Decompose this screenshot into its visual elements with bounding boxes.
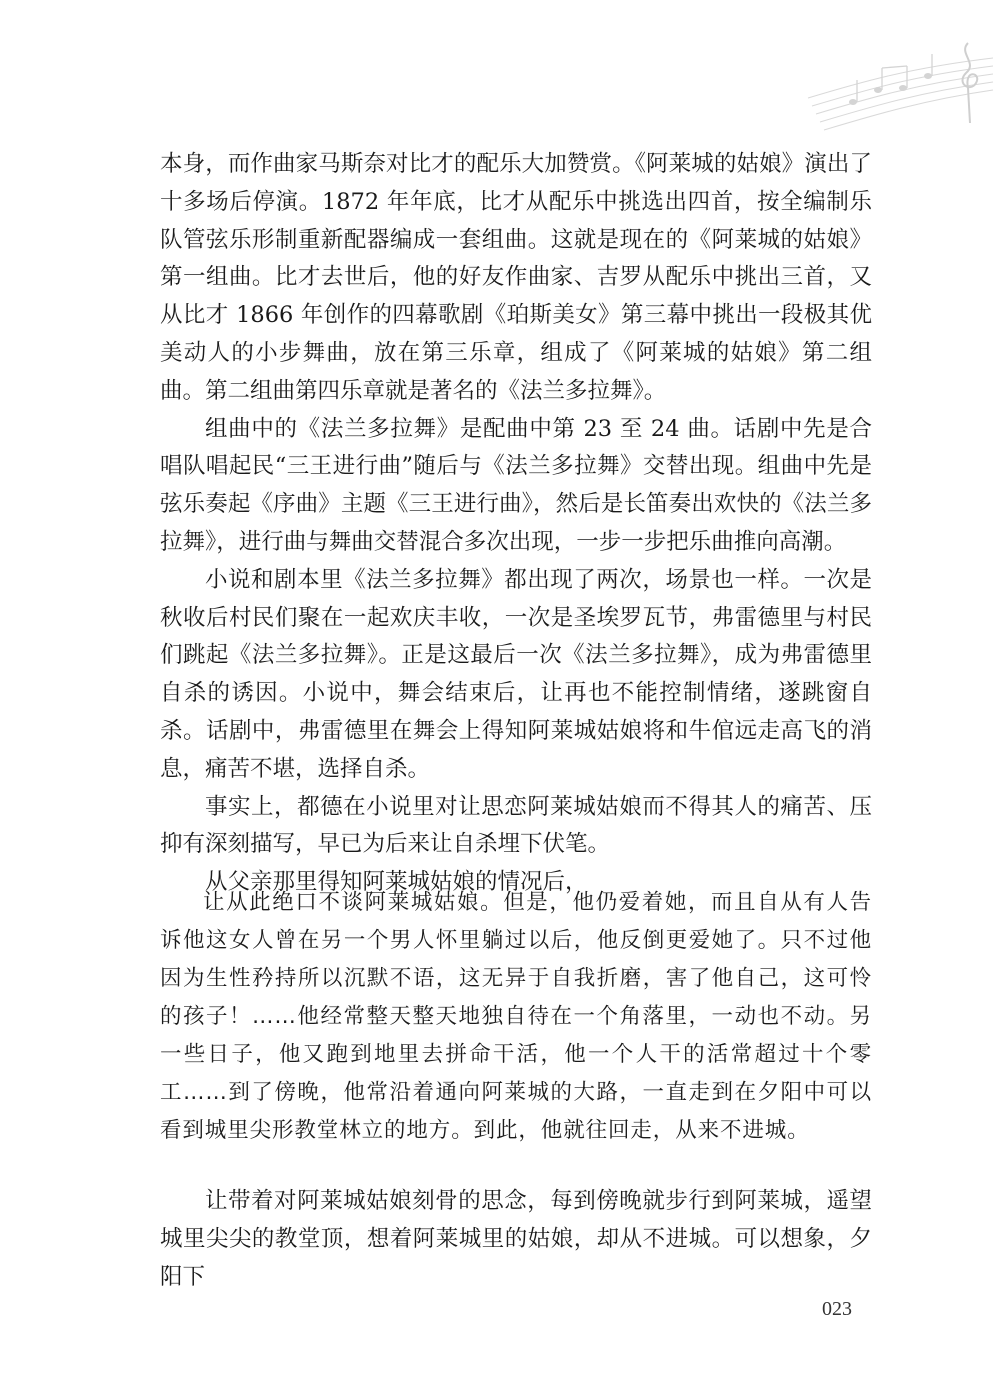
continuation-text xyxy=(160,1183,872,1296)
paragraph: 小说和剧本里《法兰多拉舞》都出现了两次，场景也一样。一次是秋收后村民们聚在一起欢庆丰收，一次是圣埃罗瓦节，弗雷德里与村民们跳起《法兰多拉舞》。正是这最后一次《法兰多拉舞》，成为弗雷德里自杀的诱因。小说中，舞会结束后，让再也不能控制情绪，遂跳窗自杀。话剧中，弗雷德里在舞会上得知阿莱城姑娘将和牛倌远走高飞的消息，痛苦不堪，选择自杀。 xyxy=(160,566,872,782)
paragraph: 从父亲那里得知阿莱城姑娘的情况后， xyxy=(205,869,588,896)
main-text xyxy=(160,146,872,902)
paragraph: 让带着对阿莱城姑娘刻骨的思念，每到傍晚就步行到阿莱城，遥望城里尖尖的教堂顶，想着阿莱城里的姑娘，却从不进城。可以想象，夕阳下 xyxy=(160,1188,872,1290)
paragraph: 本身，而作曲家马斯奈对比才的配乐大加赞赏。《阿莱城的姑娘》演出了十多场后停演。1872 年年底，比才从配乐中挑选出四首，按全编制乐队管弦乐形制重新配器编成一套组曲。这就是现在的《阿莱城的姑娘》第一组曲。比才去世后，他的好友作曲家、吉罗从配乐中挑出三首，又从比才 1866 年创作的四幕歌剧《珀斯美女》第三幕中挑出一段极其优美动人的小步舞曲，放在第三乐章，组成了《阿莱城的姑娘》第二组曲。第二组曲第四乐章就是著名的《法兰多拉舞》。 xyxy=(160,151,872,404)
paragraph: 组曲中的《法兰多拉舞》是配曲中第 23 至 24 曲。话剧中先是合唱队唱起民“三王进行曲”随后与《法兰多拉舞》交替出现。组曲中先是弦乐奏起《序曲》主题《三王进行曲》，然后是长笛奏出欢快的《法兰多拉舞》，进行曲与舞曲交替混合多次出现，一步一步把乐曲推向高潮。 xyxy=(160,415,872,555)
block-quote xyxy=(160,884,872,1150)
paragraph: 事实上，都德在小说里对让思恋阿莱城姑娘而不得其人的痛苦、压抑有深刻描写，早已为后来让自杀埋下伏笔。 xyxy=(160,793,872,858)
quote-text: 让从此绝口不谈阿莱城姑娘。但是，他仍爱着她，而且自从有人告诉他这女人曾在另一个男人怀里躺过以后，他反倒更爱她了。只不过他因为生性矜持所以沉默不语，这无异于自我折磨，害了他自己，这可怜的孩子！……他经常整天整天地独自待在一个角落里，一动也不动。另一些日子，他又跑到地里去拼命干活，他一个人干的活常超过十个零工……到了傍晚，他常沿着通向阿莱城的大路，一直走到在夕阳中可以看到城里尖形教堂林立的地方。到此，他就往回走，从来不进城。 xyxy=(160,890,872,1143)
music-staff-icon xyxy=(798,28,998,148)
page-number: 023 xyxy=(822,1298,852,1320)
